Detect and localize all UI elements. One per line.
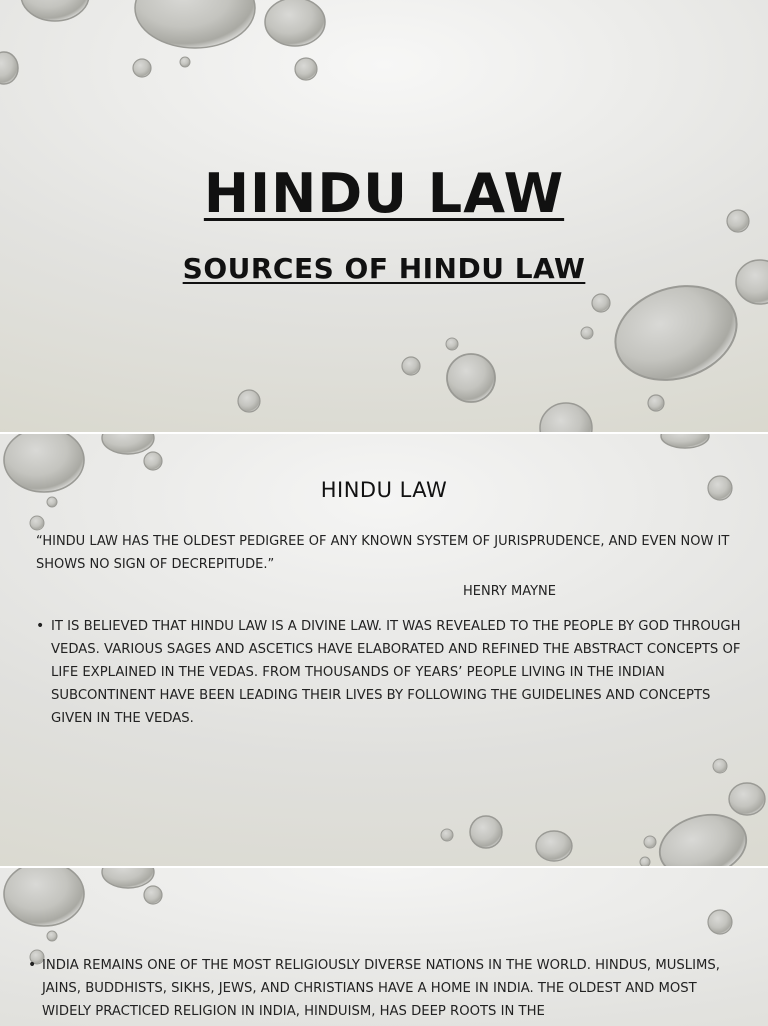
slide3-bullet-item (28, 954, 728, 1023)
drop-group-bottom-right (238, 210, 768, 432)
slide2-heading: HINDU LAW (320, 478, 448, 502)
slide2-quote: “HINDU LAW HAS THE OLDEST PEDIGREE OF ANY KNOWN SYSTEM OF JURISPRUDENCE, AND EVEN NOW IT SHOWS NO SIGN OF DECREPITUDE.” (36, 534, 730, 572)
slide2-quote-author: HENRY MAYNE (463, 584, 556, 599)
drop-group-top-right (708, 910, 732, 934)
bullet-icon: • (28, 957, 37, 973)
drop-group-top-left (0, 0, 325, 84)
drop-group-bottom-right (441, 759, 765, 866)
slide2-bullet-text: IT IS BELIEVED THAT HINDU LAW IS A DIVINE LAW. IT WAS REVEALED TO THE PEOPLE BY GOD THROUGH VEDAS. VARIOUS SAGES AND ASCETICS HAVE ELABORATED AND REFINED THE ABSTRACT CONCEPTS OF LIFE EXPLAINED IN THE VEDAS. FROM THOUSANDS OF YEARS’ PEOPLE LIVING IN THE INDIAN SUBCONTINENT HAVE BEEN LEADING THEIR LIVES BY FOLLOWING THE GUIDELINES AND CONCEPTS GIVEN IN THE VEDAS. (51, 619, 741, 726)
bullet-icon: • (36, 618, 45, 634)
slide3-bullet-text: INDIA REMAINS ONE OF THE MOST RELIGIOUSLY DIVERSE NATIONS IN THE WORLD. HINDUS, MUSLIMS, JAINS, BUDDHISTS, SIKHS, JEWS, AND CHRISTIANS HAVE A HOME IN INDIA. THE OLDEST AND MOST WIDELY PRACTICED RELIGION IN INDIA, HINDUISM, HAS DEEP ROOTS IN THE (42, 958, 720, 1019)
slide2-bullet-item (36, 615, 748, 730)
title-slide (0, 0, 768, 432)
slide-subtitle: SOURCES OF HINDU LAW (182, 252, 586, 285)
slide-title: HINDU LAW (203, 162, 565, 225)
drop-group-top-left (4, 868, 162, 964)
